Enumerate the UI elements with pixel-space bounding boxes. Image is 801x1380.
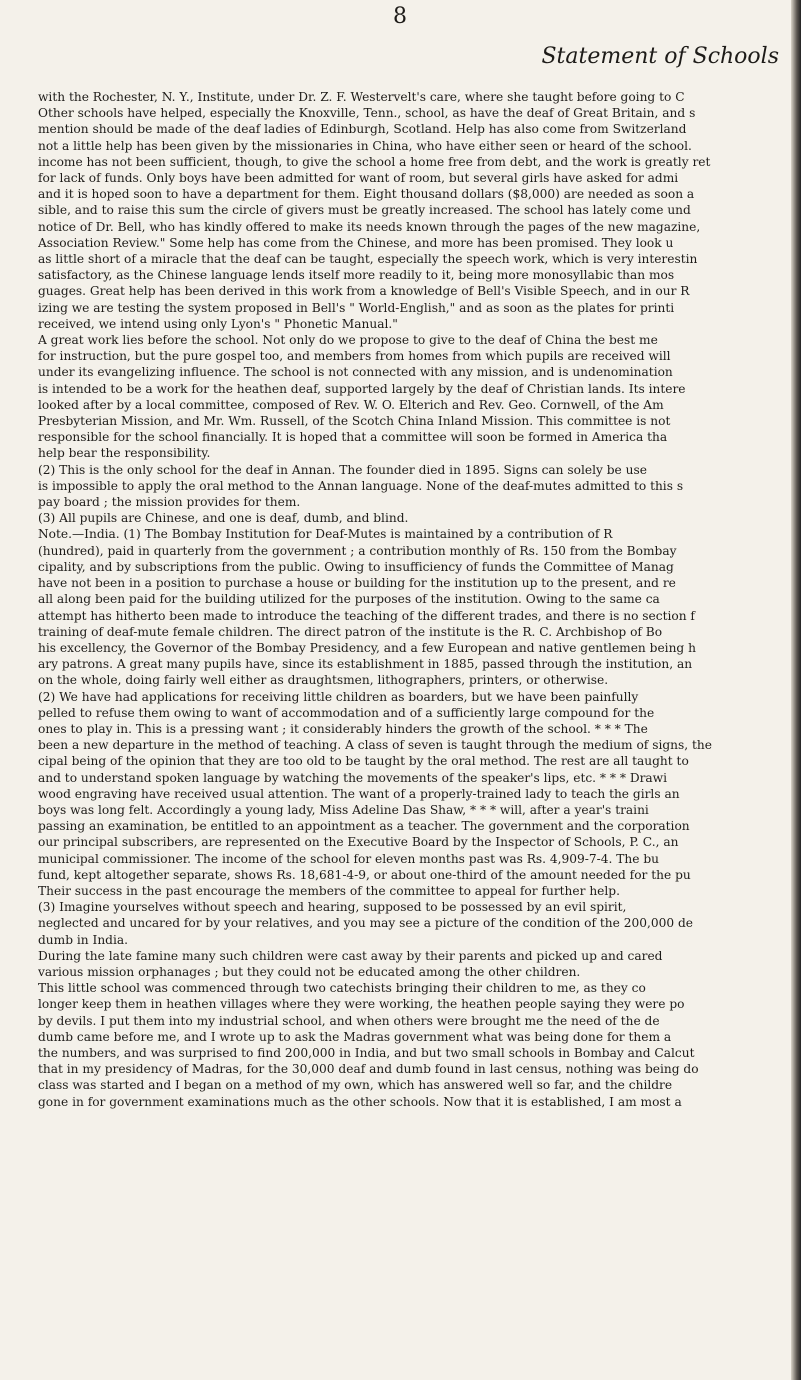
text-line: (3) All pupils are Chinese, and one is deaf, dumb, and blind. [38,511,409,526]
text-line: on the whole, doing fairly well either as draughtsmen, lithographers, printers, or otherwise. [38,673,609,688]
text-line: our principal subscribers, are represented on the Executive Board by the Inspector of Schools, P. C., an [38,835,679,850]
text-line: mention should be made of the deaf ladies of Edinburgh, Scotland. Help has also come from Switzerland [38,122,687,137]
text-line: fund, kept altogether separate, shows Rs. 18,681-4-9, or about one-third of the amount needed for the pu [38,867,691,882]
text-line: ary patrons. A great many pupils have, since its establishment in 1885, passed through the institution, an [38,657,693,672]
text-line: passing an examination, be entitled to an appointment as a teacher. The government and the corporation [38,819,690,834]
text-line: (3) Imagine yourselves without speech and hearing, supposed to be possessed by an evil spirit, [38,900,627,915]
text-line: municipal commissioner. The income of the school for eleven months past was Rs. 4,909-7-4. The bu [38,851,659,866]
text-line: (2) This is the only school for the deaf in Annan. The founder died in 1895. Signs can solely be use [38,462,647,477]
text-line: (2) We have had applications for receiving little children as boarders, but we have been painfully [38,689,639,704]
text-line: notice of Dr. Bell, who has kindly offered to make its needs known through the pages of the new magazine, [38,219,701,234]
text-line: that in my presidency of Madras, for the 30,000 deaf and dumb found in last census, nothing was being do [38,1062,699,1077]
text-line: Presbyterian Mission, and Mr. Wm. Russell, of the Scotch China Inland Mission. This committee is not [38,414,671,429]
text-line: his excellency, the Governor of the Bombay Presidency, and a few European and native gentlemen being h [38,640,696,655]
text-line: by devils. I put them into my industrial school, and when others were brought me the need of the de [38,1013,660,1028]
text-line: under its evangelizing influence. The school is not connected with any mission, and is undenomination [38,365,673,380]
page-edge-shadow [791,0,801,1380]
text-line: Note.—India. (1) The Bombay Institution for Deaf-Mutes is maintained by a contribution of R [38,527,613,542]
text-line: have not been in a position to purchase a house or building for the institution up to the present, and re [38,576,676,591]
text-line: This little school was commenced through two catechists bringing their children to me, as they co [38,981,646,996]
text-line: cipality, and by subscriptions from the public. Owing to insufficiency of funds the Committee of Manag [38,559,674,574]
text-line: responsible for the school financially. It is hoped that a committee will soon be formed in America tha [38,430,668,445]
text-line: all along been paid for the building utilized for the purposes of the institution. Owing to the same ca [38,592,660,607]
text-line: neglected and uncared for by your relatives, and you may see a picture of the condition of the 200,000 de [38,916,694,931]
text-line: Other schools have helped, especially the Knoxville, Tenn., school, as have the deaf of Great Britain, and s [38,106,696,121]
text-line: is impossible to apply the oral method to the Annan language. None of the deaf-mutes admitted to this s [38,478,684,493]
text-line: longer keep them in heathen villages where they were working, the heathen people saying they were po [38,997,685,1012]
text-line: pay board ; the mission provides for them. [38,495,301,510]
text-line: gone in for government examinations much as the other schools. Now that it is established, I am most a [38,1094,682,1109]
running-head: Statement of Schools [541,44,779,69]
text-line: dumb came before me, and I wrote up to ask the Madras government what was being done for them a [38,1029,672,1044]
text-line: A great work lies before the school. Not only do we propose to give to the deaf of China the best me [38,333,658,348]
text-line: boys was long felt. Accordingly a young lady, Miss Adeline Das Shaw, * * * will, after a year's traini [38,802,649,817]
text-line: sible, and to raise this sum the circle of givers must be greatly increased. The school has lately come und [38,203,691,218]
text-line: and it is hoped soon to have a department for them. Eight thousand dollars ($8,000) are needed as soon a [38,187,695,202]
text-line: Association Review." Some help has come from the Chinese, and more has been promised. They look u [38,235,674,250]
text-line: received, we intend using only Lyon's " Phonetic Manual." [38,316,398,331]
text-line: as little short of a miracle that the deaf can be taught, especially the speech work, which is very interestin [38,252,698,267]
text-line: izing we are testing the system proposed in Bell's " World-English," and as soon as the plates for printi [38,300,675,315]
text-line: looked after by a local committee, composed of Rev. W. O. Elterich and Rev. Geo. Cornwell, of the Am [38,397,664,412]
text-line: help bear the responsibility. [38,446,211,461]
text-line: cipal being of the opinion that they are too old to be taught by the oral method. The rest are all taught to [38,754,689,769]
text-line: wood engraving have received usual attention. The want of a properly-trained lady to teach the girls an [38,786,680,801]
text-line: the numbers, and was surprised to find 200,000 in India, and but two small schools in Bombay and Calcut [38,1045,695,1060]
text-line: and to understand spoken language by watching the movements of the speaker's lips, etc. * * * Drawi [38,770,668,785]
text-line: pelled to refuse them owing to want of accommodation and of a sufficiently large compound for the [38,705,655,720]
page-number: 8 [393,4,407,29]
text-line: class was started and I began on a method of my own, which has answered well so far, and the childre [38,1078,673,1093]
text-line: training of deaf-mute female children. The direct patron of the institute is the R. C. Archbishop of Bo [38,624,663,639]
text-line: guages. Great help has been derived in this work from a knowledge of Bell's Visible Speech, and in our R [38,284,690,299]
text-line: not a little help has been given by the missionaries in China, who have either seen or heard of the school. [38,138,692,153]
text-line: dumb in India. [38,932,129,947]
text-line: ones to play in. This is a pressing want ; it considerably hinders the growth of the school. * * * The [38,721,648,736]
text-line: satisfactory, as the Chinese language lends itself more readily to it, being more monosyllabic than mos [38,268,675,283]
text-line: During the late famine many such children were cast away by their parents and picked up and cared [38,948,663,963]
text-line: for instruction, but the pure gospel too, and members from homes from which pupils are received will [38,349,671,364]
text-line: been a new departure in the method of teaching. A class of seven is taught through the medium of signs, the [38,738,712,753]
body-text [38,89,798,1110]
text-line: (hundred), paid in quarterly from the government ; a contribution monthly of Rs. 150 from the Bombay [38,543,677,558]
text-line: for lack of funds. Only boys have been admitted for want of room, but several girls have asked for admi [38,171,679,186]
text-line: income has not been sufficient, though, to give the school a home free from debt, and the work is greatly ret [38,154,711,169]
text-line: with the Rochester, N. Y., Institute, under Dr. Z. F. Westervelt's care, where she taught before going to C [38,90,685,104]
text-line: attempt has hitherto been made to introduce the teaching of the different trades, and there is no section f [38,608,695,623]
text-line: various mission orphanages ; but they could not be educated among the other children. [38,964,581,979]
text-line: is intended to be a work for the heathen deaf, supported largely by the deaf of Christian lands. Its intere [38,381,686,396]
text-line: Their success in the past encourage the members of the committee to appeal for further help. [38,883,620,898]
